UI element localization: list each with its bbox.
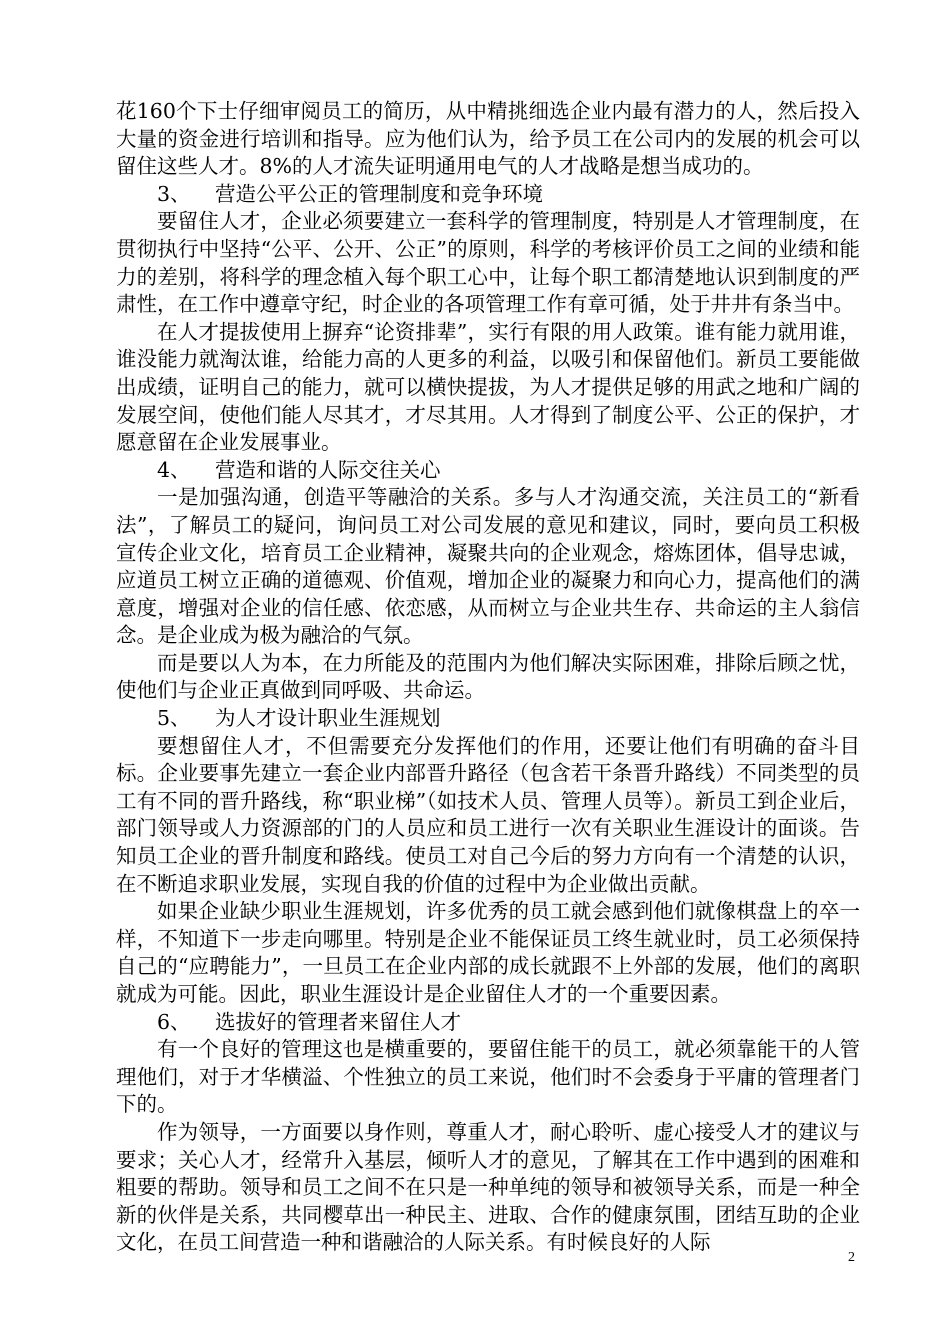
section-title: 选拔好的管理者来留住人才 bbox=[215, 1009, 461, 1034]
section-heading bbox=[116, 705, 860, 733]
section-heading bbox=[116, 457, 860, 485]
paragraph: 要想留住人才，不但需要充分发挥他们的作用，还要让他们有明确的奋斗目标。企业要事先建立一套企业内部晋升路径（包含若干条晋升路线）不同类型的员工有不同的晋升路线，称“职业梯”（如技术人员、管理人员等）。新员工到企业后，部门领导或人力资源部的门的人员应和员工进行一次有关职业生涯设计的面谈。告知员工企业的晋升制度和路线。使员工对自己今后的努力方向有一个清楚的认识，在不断追求职业发展，实现自我的价值的过程中为企业做出贡献。 bbox=[116, 733, 860, 896]
section-number: 3、 bbox=[157, 181, 191, 206]
page-number: 2 bbox=[848, 1250, 855, 1265]
section-number: 6、 bbox=[157, 1009, 191, 1034]
paragraph: 花160个下士仔细审阅员工的简历，从中精挑细选企业内最有潜力的人，然后投入大量的资金进行培训和指导。应为他们认为，给予员工在公司内的发展的机会可以留住这些人才。8%的人才流失证明通用电气的人才战略是想当成功的。 bbox=[116, 99, 860, 179]
section-heading bbox=[116, 1009, 860, 1037]
section-heading bbox=[116, 181, 860, 209]
paragraph: 在人才提拔使用上摒弃“论资排辈”，实行有限的用人政策。谁有能力就用谁，谁没能力就淘汰谁，给能力高的人更多的利益，以吸引和保留他们。新员工要能做出成绩，证明自己的能力，就可以横快提拔，为人才提供足够的用武之地和广阔的发展空间，使他们能人尽其才，才尽其用。人才得到了制度公平、公正的保护，才愿意留在企业发展事业。 bbox=[116, 319, 860, 455]
paragraph: 如果企业缺少职业生涯规划，许多优秀的员工就会感到他们就像棋盘上的卒一样，不知道下一步走向哪里。特别是企业不能保证员工终生就业时，员工必须保持自己的“应聘能力”，一旦员工在企业内部的成长就跟不上外部的发展，他们的离职就成为可能。因此，职业生涯设计是企业留住人才的一个重要因素。 bbox=[116, 899, 860, 1006]
paragraph: 作为领导，一方面要以身作则，尊重人才，耐心聆听、虚心接受人才的建议与要求；关心人才，经常升入基层，倾听人才的意见，了解其在工作中遇到的困难和粗要的帮助。领导和员工之间不在只是一种单纯的领导和被领导关系，而是一种全新的伙伴是关系，共同樱草出一种民主、进取、合作的健康氛围，团结互助的企业文化，在员工间营造一种和谐融洽的人际关系。有时候良好的人际 bbox=[116, 1119, 860, 1255]
paragraph: 要留住人才，企业必须要建立一套科学的管理制度，特别是人才管理制度，在贯彻执行中坚持“公平、公开、公正”的原则，科学的考核评价员工之间的业绩和能力的差别，将科学的理念植入每个职工心中，让每个职工都清楚地认识到制度的严肃性，在工作中遵章守纪，时企业的各项管理工作有章可循，处于井井有条当中。 bbox=[116, 209, 860, 317]
paragraph: 一是加强沟通，创造平等融洽的关系。多与人才沟通交流，关注员工的“新看法”，了解员工的疑问，询问员工对公司发展的意见和建议，同时，要向员工积极宣传企业文化，培育员工企业精神，凝聚共向的企业观念，熔炼团体，倡导忠诚，应道员工树立正确的道德观、价值观，增加企业的凝聚力和向心力，提高他们的满意度，增强对企业的信任感、依恋感，从而树立与企业共生存、共命运的主人翁信念。是企业成为极为融洽的气氛。 bbox=[116, 485, 860, 648]
section-title: 营造公平公正的管理制度和竞争环境 bbox=[215, 181, 543, 206]
paragraph: 而是要以人为本，在力所能及的范围内为他们解决实际困难，排除后顾之忧，使他们与企业正真做到同呼吸、共命运。 bbox=[116, 650, 860, 703]
section-title: 营造和谐的人际交往关心 bbox=[215, 457, 441, 482]
paragraph: 有一个良好的管理这也是横重要的，要留住能干的员工，就必须靠能干的人管理他们，对于才华横溢、个性独立的员工来说，他们时不会委身于平庸的管理者门下的。 bbox=[116, 1037, 860, 1117]
section-number: 4、 bbox=[157, 457, 191, 482]
section-title: 为人才设计职业生涯规划 bbox=[215, 706, 441, 731]
section-number: 5、 bbox=[157, 706, 191, 731]
document-body bbox=[116, 98, 860, 1257]
